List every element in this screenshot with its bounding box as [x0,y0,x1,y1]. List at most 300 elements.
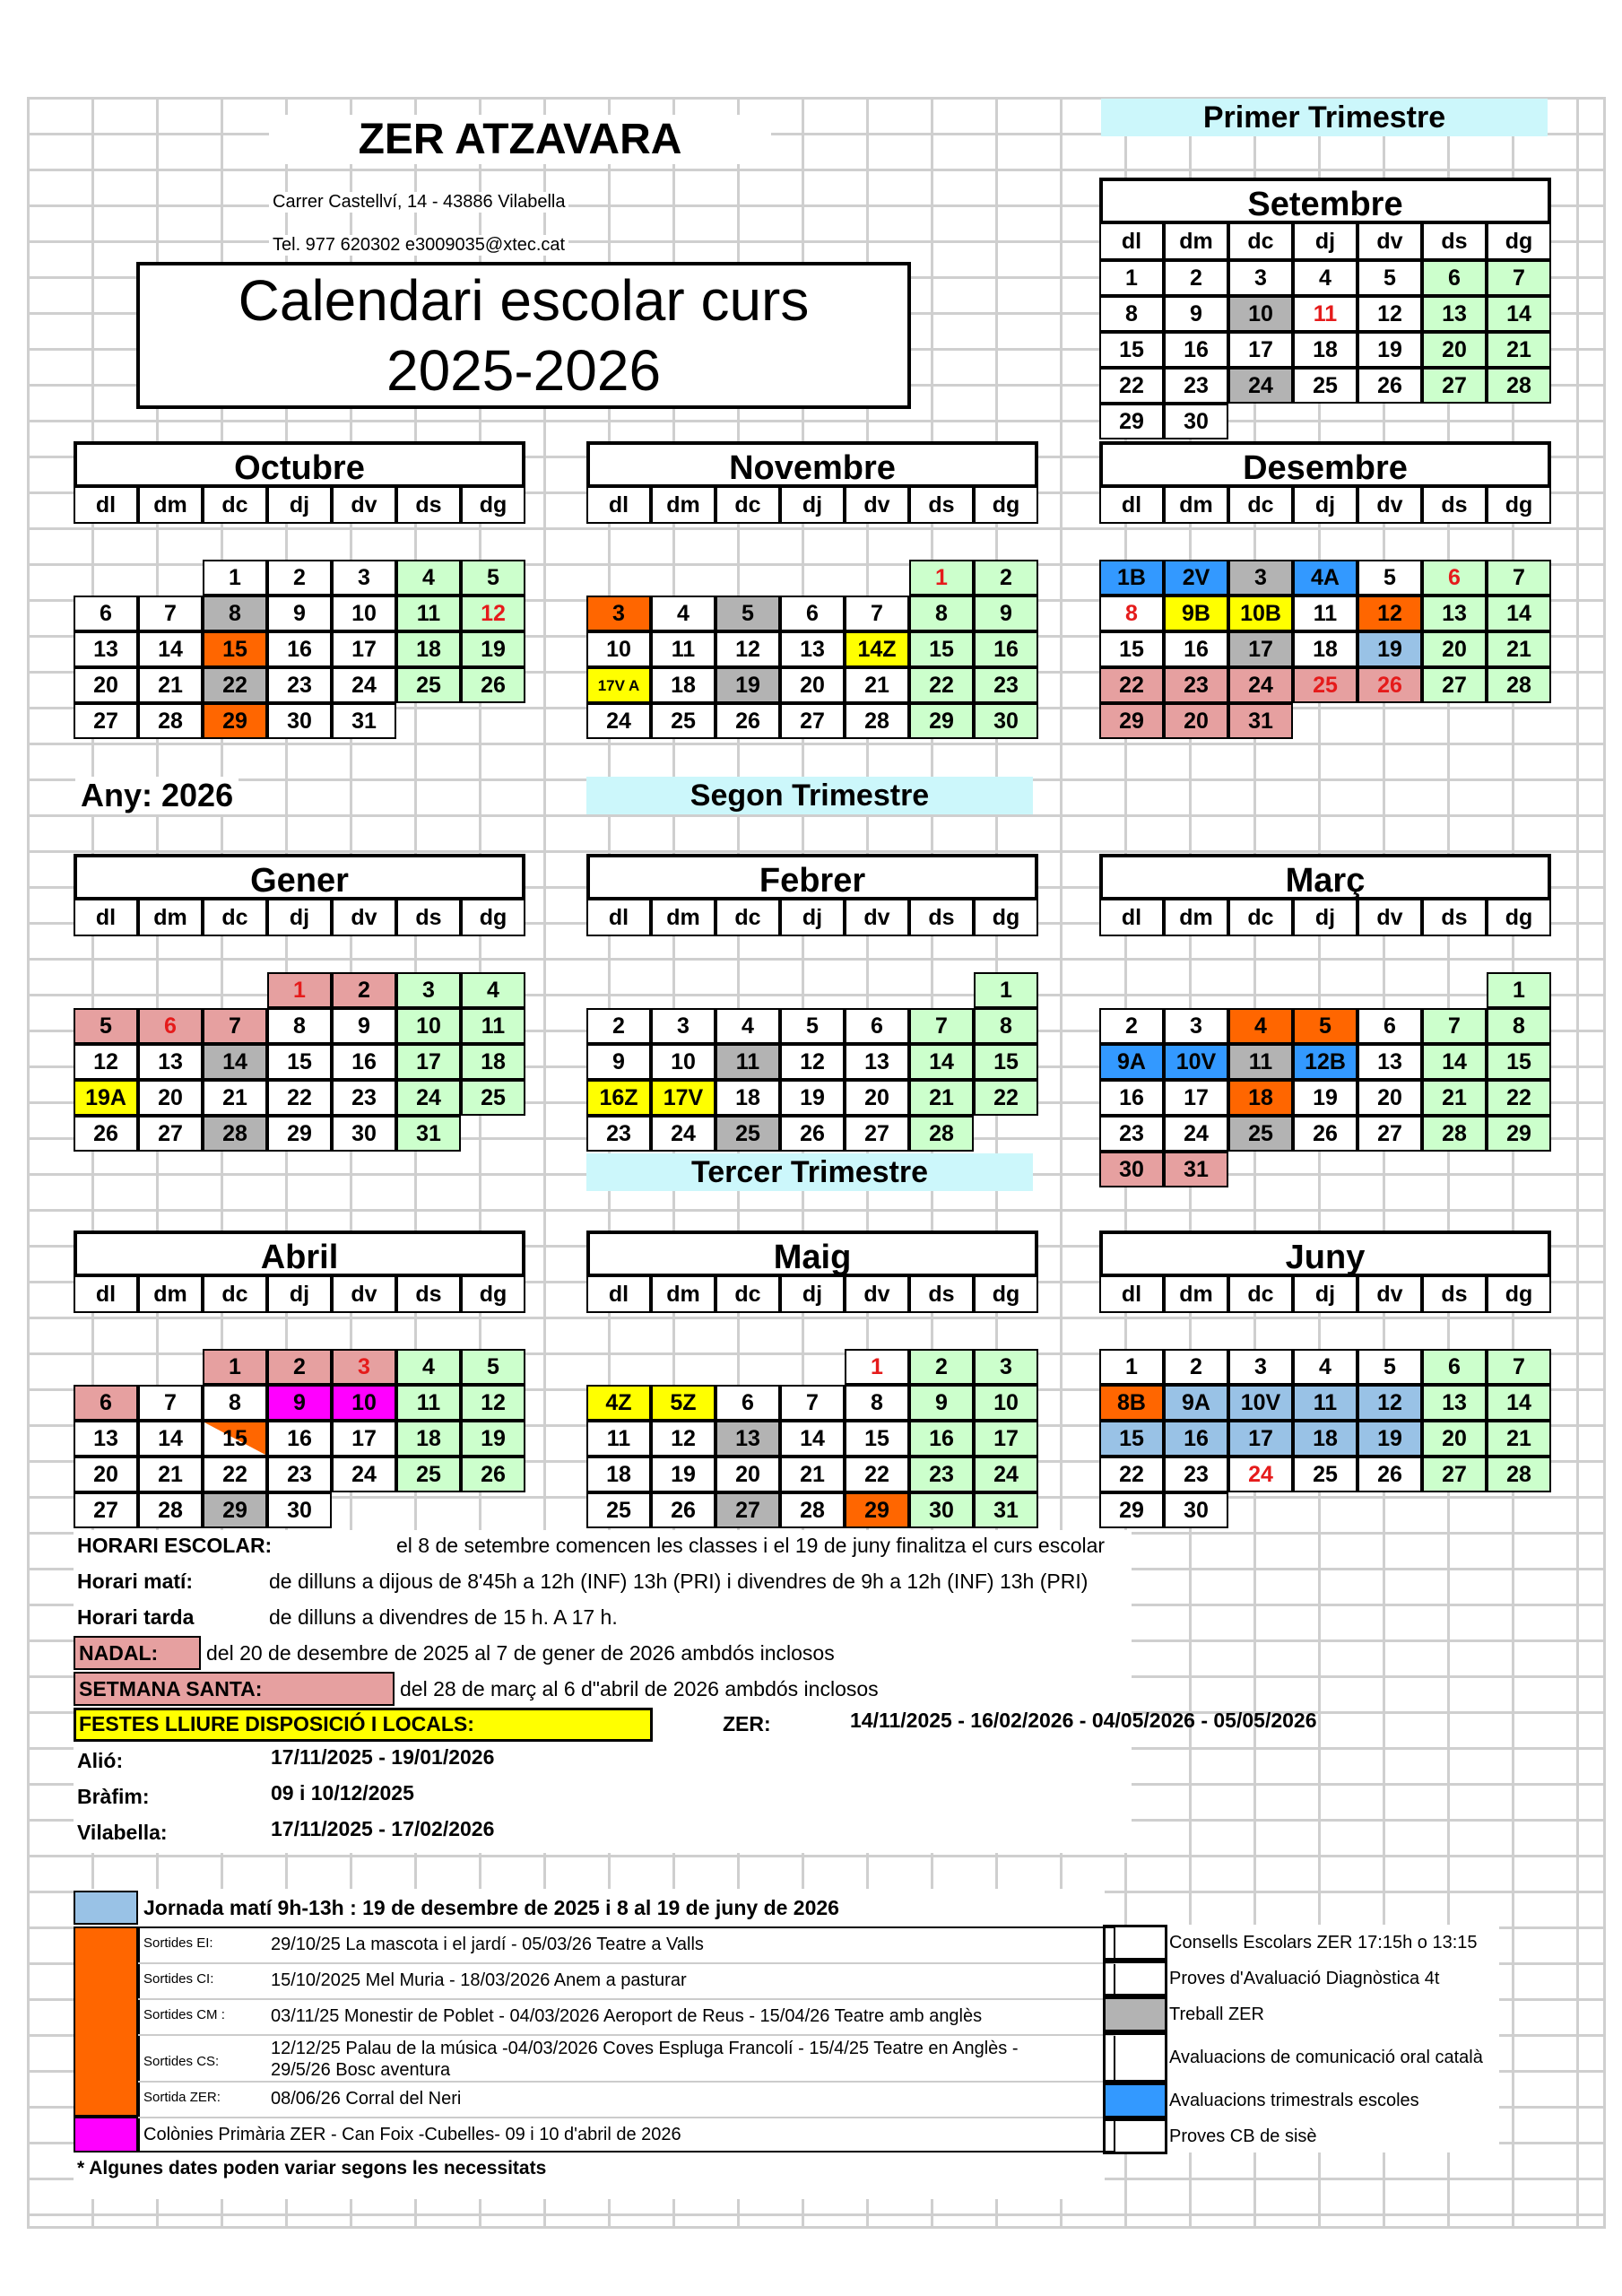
day-cell: 3 [1228,260,1293,296]
day-cell: 30 [1164,404,1228,439]
day-cell: 12 [461,596,525,631]
empty-day-cell [909,972,974,1008]
weekday-label: ds [1422,900,1487,936]
weekday-label: dc [716,488,780,524]
day-cell: 26 [780,1116,845,1152]
day-cell: 12 [716,631,780,667]
weekday-label: dj [267,1277,332,1313]
month-title: Juny [1099,1231,1551,1277]
day-cell: 11 [1293,1385,1357,1421]
week-row [74,596,525,631]
day-cell: 21 [1487,631,1551,667]
day-cell: 12 [1357,596,1422,631]
empty-day-cell [1422,1492,1487,1528]
weekday-label: dv [332,1277,396,1313]
weekday-label: dj [780,488,845,524]
weekday-label: dm [651,900,716,936]
day-cell: 23 [1099,1116,1164,1152]
legend-swatch-treball [1103,1996,1167,2032]
day-cell: 31 [396,1116,461,1152]
day-cell: 18 [1228,1080,1293,1116]
calendar-title-line2: 2025-2026 [386,338,662,403]
day-cell: 4 [1293,1349,1357,1385]
day-cell: 13 [845,1044,909,1080]
empty-day-cell [1228,972,1293,1008]
day-cell: 4 [396,1349,461,1385]
day-cell: 2 [586,1008,651,1044]
empty-day-cell [1164,972,1228,1008]
month-title: Setembre [1099,178,1551,224]
day-cell: 11 [1293,596,1357,631]
weekday-label: dv [1357,488,1422,524]
day-cell: 4 [396,560,461,596]
empty-day-cell [1422,972,1487,1008]
sortides-ei-text: 29/10/25 La mascota i el jardí - 05/03/26 Teatre a Valls [271,1935,704,1954]
weekday-label: dm [1164,1277,1228,1313]
vilabella-label: Vilabella: [77,1821,168,1844]
weekday-label: dm [1164,488,1228,524]
day-cell: 18 [1293,1421,1357,1457]
day-cell: 25 [1293,667,1357,703]
weekday-label: dm [138,1277,203,1313]
day-cell: 13 [1422,296,1487,332]
day-cell: 22 [203,667,267,703]
day-cell: 8 [1099,596,1164,631]
horari-tarda-text: de dilluns a divendres de 15 h. A 17 h. [269,1605,618,1629]
day-cell: 11 [716,1044,780,1080]
week-row [1099,631,1551,667]
day-cell: 24 [1164,1116,1228,1152]
day-cell: 9 [974,596,1038,631]
day-cell: 1 [203,560,267,596]
weekday-label: dl [74,488,138,524]
day-cell: 4 [1228,1008,1293,1044]
weekday-label: dg [1487,224,1551,260]
day-cell: 31 [974,1492,1038,1528]
colonies-text: Colònies Primària ZER - Can Foix -Cubelles- 09 i 10 d'abril de 2026 [143,2125,681,2144]
note-text: * Algunes dates poden variar segons les necessitats [77,2158,547,2179]
week-row [74,703,525,739]
day-cell: 23 [1164,667,1228,703]
month-title: Maig [586,1231,1038,1277]
day-cell: 20 [138,1080,203,1116]
day-cell: 1 [845,1349,909,1385]
sortides-cm-label: Sortides CM : [143,2007,225,2022]
month-març [1099,854,1551,1182]
day-cell: 30 [332,1116,396,1152]
sortides-ci-label: Sortides CI: [143,1971,214,1987]
day-cell: 28 [780,1492,845,1528]
weekday-label: dg [1487,900,1551,936]
day-cell: 30 [909,1492,974,1528]
empty-day-cell [586,972,651,1008]
day-cell: 16 [974,631,1038,667]
weekday-label: dv [332,488,396,524]
weekday-label: dv [845,488,909,524]
day-cell: 18 [396,1421,461,1457]
day-cell: 21 [138,1457,203,1492]
day-cell: 17V [651,1080,716,1116]
week-row [74,667,525,703]
day-cell: 5 [1293,1008,1357,1044]
day-cell: 24 [1228,667,1293,703]
week-row [74,972,525,1008]
day-cell: 6 [1422,560,1487,596]
empty-day-cell [1357,972,1422,1008]
week-row [74,631,525,667]
day-cell: 13 [1422,1385,1487,1421]
day-cell: 27 [1422,667,1487,703]
day-cell: 18 [396,631,461,667]
day-cell: 11 [461,1008,525,1044]
day-cell: 27 [74,703,138,739]
day-cell: 26 [651,1492,716,1528]
day-cell: 24 [586,703,651,739]
day-cell: 30 [267,1492,332,1528]
setmana-santa-label: SETMANA SANTA: [79,1677,263,1700]
jornada-text: Jornada matí 9h-13h : 19 de desembre de 2025 i 8 al 19 de juny de 2026 [143,1896,839,1919]
day-cell: 16 [267,1421,332,1457]
day-cell: 20 [1422,1421,1487,1457]
day-cell: 14Z [845,631,909,667]
day-cell: 6 [716,1385,780,1421]
day-cell: 24 [396,1080,461,1116]
day-cell: 16 [909,1421,974,1457]
jornada-swatch [74,1891,138,1925]
day-cell: 12 [780,1044,845,1080]
day-cell: 5 [1357,260,1422,296]
day-cell: 12B [1293,1044,1357,1080]
legend-consells: Consells Escolars ZER 17:15h o 13:15 [1169,1933,1478,1952]
sortides-cm-text: 03/11/25 Monestir de Poblet - 04/03/2026 Aeroport de Reus - 15/04/26 Teatre amb anglès [271,2006,983,2026]
day-cell: 8 [1099,296,1164,332]
day-cell: 25 [396,667,461,703]
week-row [586,1349,1038,1385]
day-cell: 3 [974,1349,1038,1385]
month-maig [586,1231,1038,1523]
day-cell: 15 [1487,1044,1551,1080]
day-cell: 4A [1293,560,1357,596]
month-title: Febrer [586,854,1038,900]
day-cell: 26 [716,703,780,739]
empty-day-cell [845,972,909,1008]
day-cell: 22 [203,1457,267,1492]
sortida-zer-label: Sortida ZER: [143,2090,221,2105]
day-cell: 5 [461,1349,525,1385]
week-row [586,667,1038,703]
week-row [1099,1116,1551,1152]
day-cell: 19 [461,631,525,667]
day-cell: 7 [138,1385,203,1421]
day-cell: 26 [1293,1116,1357,1152]
day-cell: 20 [74,1457,138,1492]
weekday-header [1099,900,1551,936]
day-cell: 25 [586,1492,651,1528]
day-cell: 8B [1099,1385,1164,1421]
day-cell: 10 [1228,296,1293,332]
second-trimester-label: Segon Trimestre [586,777,1033,814]
day-cell: 28 [845,703,909,739]
day-cell: 22 [909,667,974,703]
day-cell: 2 [1164,260,1228,296]
day-cell: 7 [845,596,909,631]
day-cell: 19 [651,1457,716,1492]
empty-day-cell [1357,404,1422,439]
day-cell: 2 [909,1349,974,1385]
weekday-header [586,900,1038,936]
day-cell: 23 [1164,1457,1228,1492]
day-cell: 5 [1357,1349,1422,1385]
day-cell: 11 [396,1385,461,1421]
weekday-label: dl [1099,1277,1164,1313]
weekday-header [74,488,525,524]
empty-day-cell [1487,703,1551,739]
day-cell: 16 [1099,1080,1164,1116]
day-cell: 19 [1357,631,1422,667]
day-cell: 10 [396,1008,461,1044]
day-cell: 6 [845,1008,909,1044]
day-cell: 8 [974,1008,1038,1044]
day-cell: 21 [1487,1421,1551,1457]
brafim-dates: 09 i 10/12/2025 [271,1781,414,1805]
day-cell: 14 [1422,1044,1487,1080]
day-cell: 13 [780,631,845,667]
day-cell: 2 [332,972,396,1008]
week-row [74,1457,525,1492]
day-cell: 5 [461,560,525,596]
day-cell: 9 [267,1385,332,1421]
day-cell: 20 [845,1080,909,1116]
legend-swatch-consells [1103,1925,1167,1961]
day-cell: 22 [1099,667,1164,703]
day-cell: 3 [586,596,651,631]
week-row [586,703,1038,739]
weekday-label: ds [1422,224,1487,260]
month-title: Octubre [74,441,525,488]
sortides-cs-text: 12/12/25 Palau de la música -04/03/2026 Coves Espluga Francolí - 15/4/25 Teatre en Anglès - 29/5/26 Bosc aventura [271,2039,1019,2080]
legend-proves-diag: Proves d'Avaluació Diagnòstica 4t [1169,1969,1440,1988]
day-cell: 18 [586,1457,651,1492]
day-cell: 17 [332,1421,396,1457]
weekday-label: dj [1293,224,1357,260]
day-cell: 8 [1487,1008,1551,1044]
day-cell: 27 [780,703,845,739]
weekday-label: dj [1293,488,1357,524]
empty-day-cell [716,560,780,596]
day-cell: 5 [1357,560,1422,596]
day-cell: 1 [1487,972,1551,1008]
day-cell: 1 [203,1349,267,1385]
day-cell: 5 [780,1008,845,1044]
day-cell: 25 [461,1080,525,1116]
month-title: Març [1099,854,1551,900]
weekday-label: dg [461,488,525,524]
day-cell: 18 [461,1044,525,1080]
weekday-label: dj [1293,1277,1357,1313]
day-cell: 15 [1099,332,1164,368]
day-cell: 16Z [586,1080,651,1116]
day-cell: 6 [74,1385,138,1421]
day-cell: 28 [1487,368,1551,404]
empty-day-cell [203,972,267,1008]
day-cell: 16 [1164,631,1228,667]
empty-day-cell [974,1116,1038,1152]
weekday-label: ds [909,488,974,524]
day-cell: 17V A [586,667,651,703]
empty-day-cell [1293,1152,1357,1187]
week-row [1099,560,1551,596]
nadal-label: NADAL: [79,1641,159,1665]
weekday-label: dv [845,1277,909,1313]
day-cell: 19A [74,1080,138,1116]
day-cell: 25 [716,1116,780,1152]
empty-day-cell [1228,404,1293,439]
day-cell: 7 [203,1008,267,1044]
weekday-label: dl [586,488,651,524]
weekday-label: dl [586,900,651,936]
day-cell: 7 [138,596,203,631]
weekday-label: dj [1293,900,1357,936]
empty-day-cell [74,560,138,596]
month-octubre [74,441,525,734]
day-cell: 24 [1228,368,1293,404]
day-cell: 3 [1228,560,1293,596]
empty-day-cell [651,972,716,1008]
day-cell: 12 [1357,1385,1422,1421]
day-cell: 26 [1357,1457,1422,1492]
day-cell: 9 [267,596,332,631]
day-cell: 18 [1293,332,1357,368]
day-cell: 25 [651,703,716,739]
day-cell: 4 [651,596,716,631]
day-cell: 20 [1164,703,1228,739]
empty-day-cell [1422,404,1487,439]
empty-day-cell [138,1349,203,1385]
day-cell: 17 [974,1421,1038,1457]
day-cell: 28 [909,1116,974,1152]
day-cell: 18 [651,667,716,703]
week-row [74,1349,525,1385]
week-row [1099,404,1551,439]
day-cell: 10B [1228,596,1293,631]
day-cell: 15 [845,1421,909,1457]
day-cell: 13 [1357,1044,1422,1080]
empty-day-cell [1357,703,1422,739]
day-cell: 23 [1164,368,1228,404]
week-row [74,1080,525,1116]
day-cell: 26 [461,667,525,703]
day-cell: 10 [586,631,651,667]
weekday-label: dc [1228,488,1293,524]
empty-day-cell [586,1349,651,1385]
week-row [586,1116,1038,1152]
weekday-label: dl [586,1277,651,1313]
week-row [1099,667,1551,703]
day-cell: 25 [1293,1457,1357,1492]
weekday-label: dc [203,900,267,936]
day-cell: 30 [1164,1492,1228,1528]
weekday-label: dc [1228,1277,1293,1313]
day-cell: 29 [267,1116,332,1152]
day-cell: 4 [461,972,525,1008]
day-cell: 2 [1164,1349,1228,1385]
week-row [586,631,1038,667]
week-row [1099,332,1551,368]
school-address: Carrer Castellví, 14 - 43886 Vilabella [269,192,568,213]
empty-day-cell [1228,1152,1293,1187]
week-row [1099,1421,1551,1457]
day-cell: 28 [1422,1116,1487,1152]
day-cell: 23 [267,1457,332,1492]
week-row [1099,972,1551,1008]
day-cell: 3 [332,1349,396,1385]
weekday-header [586,1277,1038,1313]
day-cell: 23 [267,667,332,703]
weekday-label: dv [332,900,396,936]
week-row [1099,1492,1551,1528]
week-row [1099,1349,1551,1385]
day-cell: 24 [332,1457,396,1492]
day-cell: 27 [1357,1116,1422,1152]
day-cell: 13 [716,1421,780,1457]
day-cell: 10V [1164,1044,1228,1080]
day-cell: 15 [267,1044,332,1080]
weekday-label: dg [461,900,525,936]
school-contact: Tel. 977 620302 e3009035@xtec.cat [269,235,568,256]
day-cell: 19 [780,1080,845,1116]
empty-day-cell [1293,972,1357,1008]
day-cell: 31 [332,703,396,739]
day-cell: 26 [1357,368,1422,404]
day-cell: 24 [332,667,396,703]
empty-day-cell [138,560,203,596]
day-cell: 17 [396,1044,461,1080]
day-cell: 21 [1422,1080,1487,1116]
day-cell: 11 [651,631,716,667]
weekday-label: dv [1357,224,1422,260]
school-name: ZER ATZAVARA [269,115,771,164]
day-cell: 7 [909,1008,974,1044]
weekday-label: dg [974,488,1038,524]
weekday-label: dg [1487,1277,1551,1313]
alio-label: Alió: [77,1749,124,1772]
day-cell: 9 [332,1008,396,1044]
week-row [1099,1152,1551,1187]
day-cell: 1 [1099,260,1164,296]
day-cell: 9 [1164,296,1228,332]
weekday-label: dc [203,488,267,524]
weekday-label: ds [396,1277,461,1313]
festes-label: FESTES LLIURE DISPOSICIÓ I LOCALS: [79,1712,474,1735]
weekday-label: ds [396,488,461,524]
day-cell: 23 [909,1457,974,1492]
day-cell: 14 [1487,596,1551,631]
weekday-header [1099,224,1551,260]
day-cell: 21 [138,667,203,703]
weekday-label: ds [1422,488,1487,524]
day-cell: 16 [1164,332,1228,368]
day-cell: 11 [1293,296,1357,332]
day-cell: 12 [651,1421,716,1457]
empty-day-cell [716,972,780,1008]
legend-swatch-oral [1103,2032,1167,2083]
brafim-label: Bràfim: [77,1785,150,1808]
day-cell: 26 [1357,667,1422,703]
week-row [586,1008,1038,1044]
weekday-header [1099,1277,1551,1313]
week-row [1099,1080,1551,1116]
day-cell: 19 [1357,332,1422,368]
